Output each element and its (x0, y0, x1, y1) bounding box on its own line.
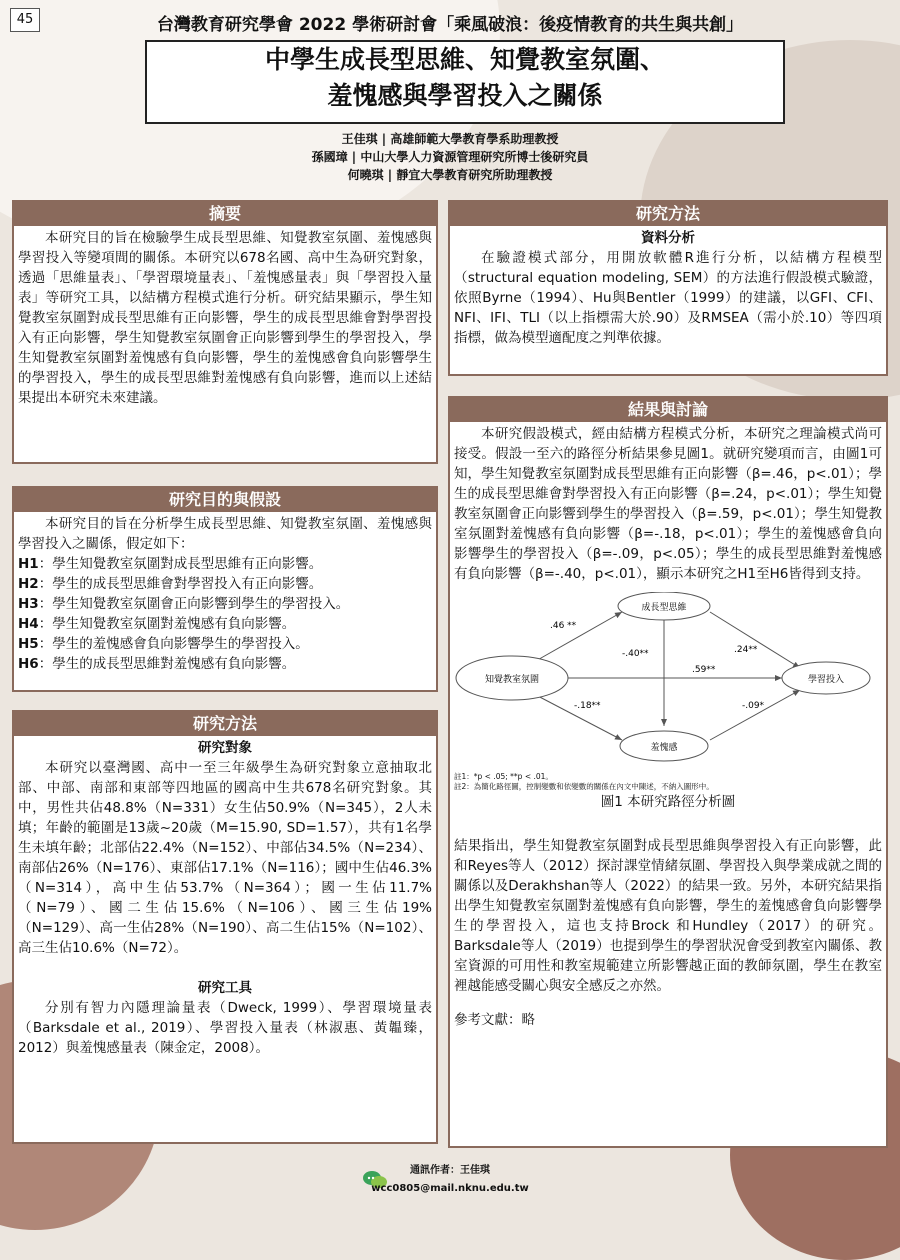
tools-text: 分別有智力內隱理論量表（Dweck, 1999）、學習環境量表（Barksdale et al., 2019）、學習投入量表（林淑惠、黃韞臻，2012）與羞愧感量表（陳金定，2008）。 (18, 1000, 432, 1056)
methods-heading: 研究方法 (14, 712, 436, 736)
hypothesis-3 (18, 594, 432, 614)
author-list (0, 130, 900, 184)
figure-note-1: 註1：*p < .05; **p < .01。 (454, 772, 553, 781)
author-1: 王佳琪 | 高雄師範大學教育學系助理教授 (341, 132, 559, 146)
hypothesis-6 (18, 654, 432, 674)
author-3: 何曉琪 | 靜宜大學教育研究所助理教授 (347, 168, 553, 182)
methods-panel-right (448, 200, 888, 376)
author-email[interactable]: wcc0805@mail.nknu.edu.tw (371, 1183, 529, 1194)
footer (0, 1162, 900, 1198)
data-analysis-text: 在驗證模式部分，用開放軟體R進行分析，以結構方程模型（structural equation modeling, SEM）的方法進行假設模式驗證，依照Byrne（1994）、Hu與Bentler（1999）的建議，以GFI、CFI、NFI、IFI、TLI（以上指標需大於.90）及RMSEA（需小於.10）等四項指標，做為模型適配度之判準依據。 (454, 250, 882, 346)
corresponding-author: 通訊作者：王佳琪 (410, 1165, 490, 1176)
references: 參考文獻：略 (454, 1012, 535, 1028)
title-line-2: 羞愧感與學習投入之關係 (327, 81, 603, 110)
path-label-growth-shame: -.40** (622, 649, 649, 659)
hypothesis-text: ：學生知覺教室氛圍對成長型思維有正向影響。 (38, 556, 323, 572)
hypothesis-label: H1 (18, 556, 39, 572)
hypothesis-label: H4 (18, 616, 39, 632)
hypothesis-label: H6 (18, 656, 39, 672)
hypothesis-label: H2 (18, 576, 39, 592)
methods-heading: 研究方法 (450, 202, 886, 226)
path-label-climate-growth: .46 ** (550, 621, 577, 631)
title-line-1: 中學生成長型思維、知覺教室氛圍、 (264, 45, 665, 74)
node-growth-label: 成長型思維 (641, 603, 687, 613)
hypothesis-4 (18, 614, 432, 634)
path-shame-engagement (710, 690, 800, 740)
path-label-shame-engagement: -.09* (742, 701, 765, 711)
subjects-text: 本研究以臺灣國、高中一至三年級學生為研究對象立意抽取北部、中部、南部和東部等四地區的國高中生共678名研究對象。其中，男性共佔48.8%（N=331）女生佔50.9%（N=345），2人未填；年齡的範圍是13歲~20歲（M=15.90, SD=1.57），共有1名學生未填年齡；北部佔22.4%（N=152）、中部佔34.5%（N=234）、南部佔26%（N=176）、東部佔17.1%（N=116）；國中生佔46.3%（N=314），高中生佔53.7%（N=364）；國一生佔11.7%（N=79）、國二生佔15.6%（N=106）、國三生佔19%（N=129）、高一生佔28%（N=190）、高二生佔15%（N=102）、高三生佔10.6%（N=72）。 (18, 760, 432, 956)
hypothesis-text: ：學生的成長型思維對羞愧感有負向影響。 (38, 656, 296, 672)
poster-title (145, 40, 785, 124)
node-climate-label: 知覺教室氛圍 (484, 675, 540, 685)
path-climate-growth (534, 612, 622, 662)
author-2: 孫國璋 | 中山大學人力資源管理研究所博士後研究員 (311, 150, 589, 164)
hypothesis-text: ：學生知覺教室氛圍會正向影響到學生的學習投入。 (38, 596, 350, 612)
abstract-panel (12, 200, 438, 464)
methods-panel-left (12, 710, 438, 1144)
page-number: 45 (10, 8, 40, 32)
purpose-intro: 本研究目的旨在分析學生成長型思維、知覺教室氛圍、羞愧感與學習投入之關係，假定如下： (18, 516, 432, 552)
hypothesis-text: ：學生知覺教室氛圍對羞愧感有負向影響。 (38, 616, 296, 632)
node-engagement-label: 學習投入 (807, 675, 845, 685)
node-shame-label: 羞愧感 (650, 743, 678, 753)
path-label-growth-engagement: .24** (734, 645, 758, 655)
data-analysis-heading: 資料分析 (641, 230, 695, 246)
path-growth-engagement (710, 612, 800, 668)
hypothesis-text: ：學生的成長型思維會對學習投入有正向影響。 (38, 576, 323, 592)
results-text-2: 結果指出，學生知覺教室氛圍對成長型思維與學習投入有正向影響，此和Reyes等人（2012）探討課堂情緒氛圍、學習投入與學業成就之間的關係以及Derakhshan等人（2022）的結果一致。另外，本研究結果指出學生知覺教室氛圍對羞愧感有負向影響，學生的羞愧感會負向影響學生的學習投入，這也支持Brock 和Hundley（2017）的研究。Barksdale等人（2019）也提到學生的學習狀況會受到教室內關係、教室資源的可用性和教室規範建立所影響越正面的教師氛圍，學生在教室裡越能感受關心與安全感反之亦然。 (454, 838, 882, 994)
path-label-climate-shame: -.18** (574, 701, 601, 711)
purpose-heading: 研究目的與假設 (14, 488, 436, 512)
path-diagram (454, 592, 884, 772)
hypothesis-1 (18, 554, 432, 574)
hypothesis-5 (18, 634, 432, 654)
conference-title: 台灣教育研究學會 2022 學術研討會「乘風破浪：後疫情教育的共生與共創」 (156, 15, 744, 35)
results-heading: 結果與討論 (450, 398, 886, 422)
abstract-text: 本研究目的旨在檢驗學生成長型思維、知覺教室氛圍、羞愧感與學習投入等變項間的關係。本研究以678名國、高中生為研究對象，透過「思維量表」、「學習環境量表」、「羞愧感量表」與「學習投入量表」等研究工具，以結構方程模式進行分析。研究結果顯示，學生知覺教室氛圍對成長型思維有正向影響，學生的成長型思維會對學習投入有正向影響，學生知覺教室氛圍會正向影響到學生的學習投入，學生知覺教室氛圍對羞愧感有負向影響，學生的羞愧感會負向影響學生的學習投入，學生的成長型思維對羞愧感有負向影響，進而以上述結果提出本研究未來建議。 (18, 230, 432, 406)
figure-note-2: 註2：為簡化路徑圖，控制變數和依變數的關係在內文中陳述，不納入圖形中。 (454, 782, 714, 791)
purpose-panel (12, 486, 438, 692)
results-text-1: 本研究假設模式，經由結構方程模式分析，本研究之理論模式尚可接受。假設一至六的路徑分析結果參見圖1。就研究變項而言，由圖1可知，學生知覺教室氛圍對成長型思維有正向影響（β=.46，p<.01）；學生的成長型思維會對學習投入有正向影響（β=.24，p<.01）；學生知覺教室氛圍會正向影響到學生的學習投入（β=.59，p<.01）；學生知覺教室氛圍對羞愧感有負向影響（β=-.18，p<.01）；學生的羞愧感會負向影響學生的學習投入（β=-.09，p<.05）；學生的成長型思維對羞愧感有負向影響（β=-.40，p<.01），顯示本研究之H1至H6皆得到支持。 (454, 426, 882, 582)
abstract-heading: 摘要 (14, 202, 436, 226)
hypothesis-text: ：學生的羞愧感會負向影響學生的學習投入。 (38, 636, 309, 652)
hypothesis-label: H3 (18, 596, 39, 612)
hypothesis-2 (18, 574, 432, 594)
hypothesis-label: H5 (18, 636, 39, 652)
tools-heading: 研究工具 (198, 980, 252, 996)
figure-caption: 圖1 本研究路徑分析圖 (600, 794, 736, 810)
results-panel (448, 396, 888, 1148)
subjects-heading: 研究對象 (198, 740, 252, 756)
path-label-climate-engagement: .59** (692, 665, 716, 675)
